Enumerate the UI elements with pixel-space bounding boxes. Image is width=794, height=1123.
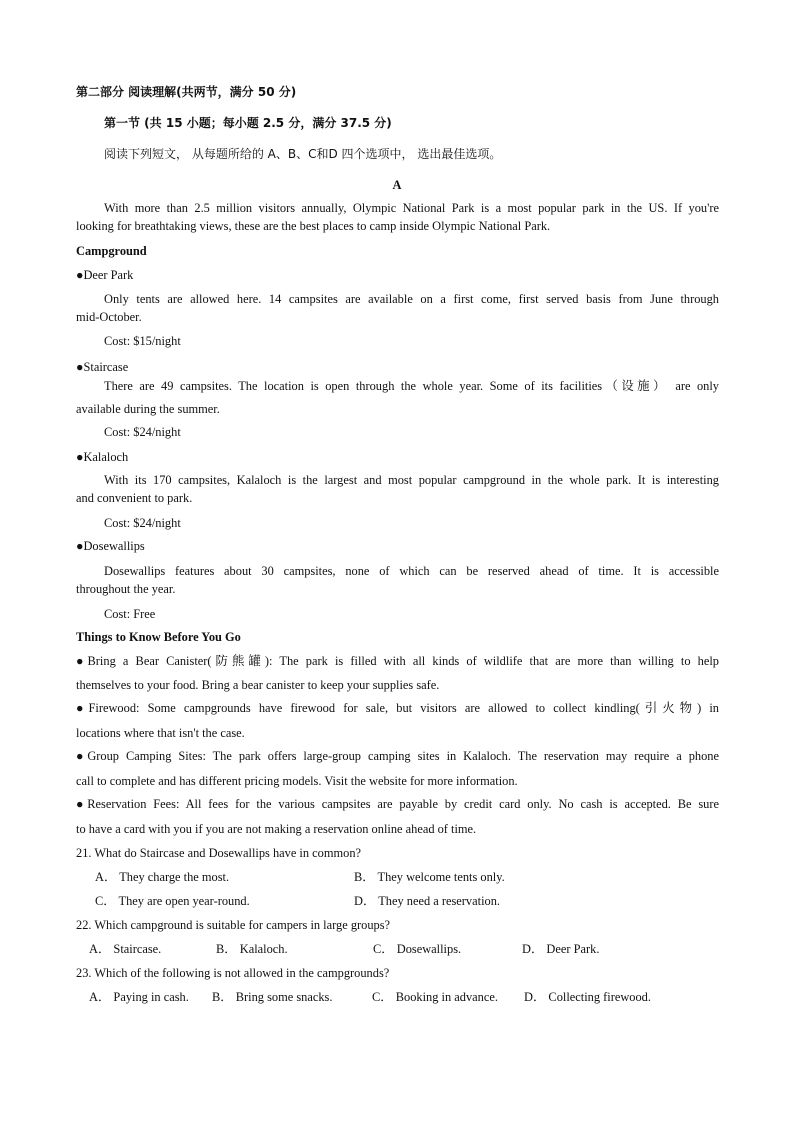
campground-desc-line-2: available during the summer. bbox=[76, 402, 220, 416]
campground-cost: Cost: $15/night bbox=[104, 334, 181, 348]
section-heading: 第一节 (共 15 小题；每小题 2.5 分，满分 37.5 分) bbox=[104, 116, 392, 130]
option-d[interactable]: D． Collecting firewood. bbox=[524, 990, 651, 1004]
option-b[interactable]: B． Bring some snacks. bbox=[212, 990, 333, 1004]
campground-desc-line-2: throughout the year. bbox=[76, 582, 176, 596]
campground-desc-line-1: Only tents are allowed here. 14 campsites are available on a first come, first served basis from June through bbox=[104, 292, 719, 306]
campground-desc-line-2: mid-October. bbox=[76, 310, 142, 324]
tip-line-2: call to complete and has different pricing models. Visit the website for more information. bbox=[76, 774, 518, 788]
campground-desc-line-1: There are 49 campsites. The location is open through the whole year. Some of its facilities（设施） are only bbox=[104, 379, 719, 393]
campground-cost: Cost: Free bbox=[104, 607, 156, 621]
campground-cost: Cost: $24/night bbox=[104, 425, 181, 439]
campground-desc-line-2: and convenient to park. bbox=[76, 491, 193, 505]
campground-desc-line-1: Dosewallips features about 30 campsites, none of which can be reserved ahead of time. It is accessible bbox=[104, 564, 719, 578]
option-c[interactable]: C． Dosewallips. bbox=[373, 942, 462, 956]
option-c[interactable]: C． They are open year-round. bbox=[95, 894, 250, 908]
question-stem: 22. Which campground is suitable for campers in large groups? bbox=[76, 918, 391, 932]
passage-label: A bbox=[392, 178, 402, 192]
instruction: 阅读下列短文， 从每题所给的 A、B、C和D 四个选项中， 选出最佳选项。 bbox=[104, 147, 502, 161]
campground-name: ●Kalaloch bbox=[76, 450, 129, 464]
campground-name: ●Deer Park bbox=[76, 268, 134, 282]
option-b[interactable]: B． Kalaloch. bbox=[216, 942, 288, 956]
campground-name: ●Staircase bbox=[76, 360, 129, 374]
option-b[interactable]: B． They welcome tents only. bbox=[354, 870, 505, 884]
tip-line-2: to have a card with you if you are not making a reservation online ahead of time. bbox=[76, 822, 477, 836]
campground-heading: Campground bbox=[76, 244, 147, 258]
option-d[interactable]: D． They need a reservation. bbox=[354, 894, 500, 908]
campground-name: ●Dosewallips bbox=[76, 539, 145, 553]
tip-line-2: locations where that isn't the case. bbox=[76, 726, 245, 740]
tip-line-1: ●Firewood: Some campgrounds have firewood for sale, but visitors are allowed to collect kindling(引火物) in bbox=[76, 701, 719, 715]
option-c[interactable]: C． Booking in advance. bbox=[372, 990, 498, 1004]
option-d[interactable]: D． Deer Park. bbox=[522, 942, 600, 956]
tip-line-2: themselves to your food. Bring a bear canister to keep your supplies safe. bbox=[76, 678, 440, 692]
things-heading: Things to Know Before You Go bbox=[76, 630, 241, 644]
tip-line-1: ●Reservation Fees: All fees for the various campsites are payable by credit card only. No cash is accepted. Be sure bbox=[76, 797, 719, 811]
option-a[interactable]: A． Paying in cash. bbox=[89, 990, 189, 1004]
part-heading: 第二部分 阅读理解(共两节，满分 50 分) bbox=[76, 85, 297, 99]
option-a[interactable]: A． They charge the most. bbox=[95, 870, 230, 884]
intro-line-2: looking for breathtaking views, these are the best places to camp inside Olympic National Park. bbox=[76, 219, 551, 233]
option-a[interactable]: A． Staircase. bbox=[89, 942, 162, 956]
tip-line-1: ●Bring a Bear Canister(防熊罐): The park is filled with all kinds of wildlife that are more than willing to help bbox=[76, 654, 719, 668]
tip-line-1: ●Group Camping Sites: The park offers large-group camping sites in Kalaloch. The reservation may require a phone bbox=[76, 749, 719, 763]
question-stem: 23. Which of the following is not allowed in the campgrounds? bbox=[76, 966, 390, 980]
intro-line-1: With more than 2.5 million visitors annually, Olympic National Park is a most popular park in the US. If you're bbox=[104, 201, 719, 215]
campground-cost: Cost: $24/night bbox=[104, 516, 181, 530]
question-stem: 21. What do Staircase and Dosewallips have in common? bbox=[76, 846, 362, 860]
campground-desc-line-1: With its 170 campsites, Kalaloch is the largest and most popular campground in the whole park. It is interesting bbox=[104, 473, 719, 487]
